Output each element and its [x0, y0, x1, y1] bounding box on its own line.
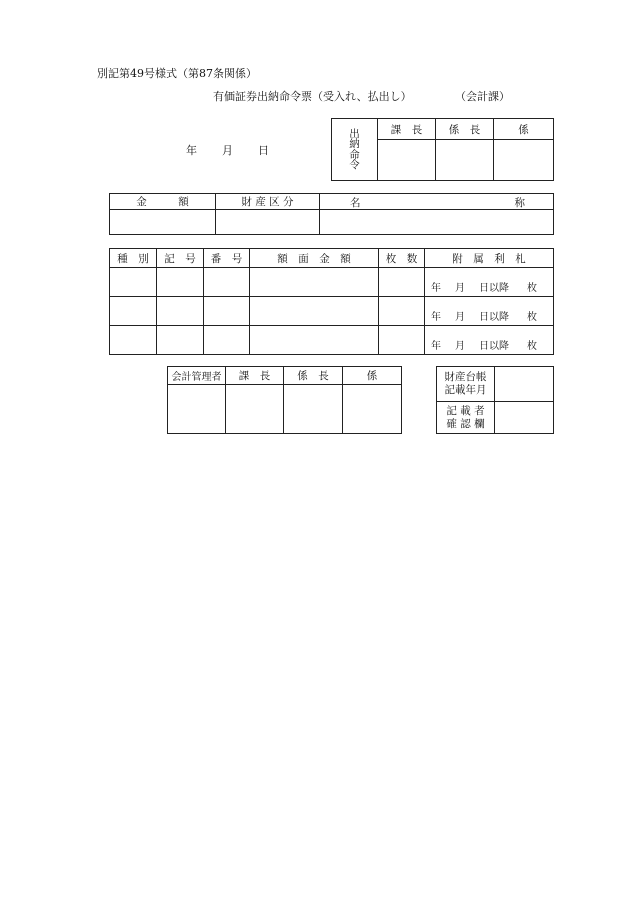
property-category-field[interactable] [216, 210, 320, 235]
accounting-approval-box [167, 366, 402, 434]
count-field[interactable] [379, 326, 425, 355]
date-month-label: 月 [222, 144, 233, 157]
ledger-entry-label-line1: 財産台帳 [444, 371, 487, 383]
date-day-label: 日 [258, 144, 269, 157]
number-field[interactable] [204, 326, 250, 355]
coupon-after: 日以降 [479, 341, 509, 352]
type-field[interactable] [110, 326, 157, 355]
disbursement-order-label [332, 119, 378, 181]
header-symbol: 記 号 [157, 249, 204, 268]
seal-section-chief[interactable] [226, 385, 284, 434]
coupon-count-unit: 枚 [527, 341, 537, 352]
approval-seal-section-chief[interactable] [378, 140, 436, 181]
header-section-chief: 課 長 [226, 367, 284, 385]
name-field[interactable] [320, 210, 554, 235]
symbol-field[interactable] [157, 297, 204, 326]
disbursement-order-text: 出納命令 [349, 127, 360, 171]
header-amount: 金 額 [110, 194, 216, 210]
coupon-after: 日以降 [479, 312, 509, 323]
coupon-after: 日以降 [479, 283, 509, 294]
ledger-entry-label-line2: 記載年月 [444, 384, 487, 396]
securities-table [109, 248, 554, 355]
approval-header-staff: 係 [494, 119, 554, 140]
header-attached-coupons: 附 属 利 札 [425, 249, 554, 268]
symbol-field[interactable] [157, 326, 204, 355]
table-row [110, 297, 554, 326]
coupon-field[interactable] [425, 297, 554, 326]
approval-header-subsection-chief: 係 長 [436, 119, 494, 140]
ledger-entry-label [437, 367, 495, 402]
amount-field[interactable] [110, 210, 216, 235]
header-name-right: 称 [514, 197, 525, 209]
symbol-field[interactable] [157, 268, 204, 297]
coupon-year: 年 [431, 283, 441, 294]
ledger-box [436, 366, 554, 434]
header-staff: 係 [343, 367, 402, 385]
recorder-confirm-label-line1: 記 載 者 [446, 404, 485, 417]
property-table [109, 193, 554, 235]
seal-accounting-manager[interactable] [168, 385, 226, 434]
header-name [320, 194, 554, 210]
approval-seal-subsection-chief[interactable] [436, 140, 494, 181]
recorder-confirm-label [437, 402, 495, 434]
coupon-year: 年 [431, 341, 441, 352]
header-name-left: 名 [350, 197, 361, 209]
coupon-count-unit: 枚 [527, 283, 537, 294]
number-field[interactable] [204, 297, 250, 326]
coupon-field[interactable] [425, 326, 554, 355]
header-type: 種 別 [110, 249, 157, 268]
coupon-field[interactable] [425, 268, 554, 297]
form-reference: 別記第49号様式（第87条関係） [97, 67, 257, 80]
department-label: （会計課） [455, 90, 510, 103]
approval-seal-staff[interactable] [494, 140, 554, 181]
coupon-month: 月 [455, 312, 465, 323]
face-value-field[interactable] [250, 268, 379, 297]
ledger-entry-date-field[interactable] [495, 367, 554, 402]
coupon-year: 年 [431, 312, 441, 323]
date-year-label: 年 [186, 144, 197, 157]
header-accounting-manager: 会計管理者 [168, 367, 226, 385]
recorder-confirm-label-line2: 確 認 欄 [446, 417, 485, 430]
type-field[interactable] [110, 297, 157, 326]
seal-subsection-chief[interactable] [284, 385, 343, 434]
coupon-month: 月 [455, 341, 465, 352]
table-row [110, 268, 554, 297]
count-field[interactable] [379, 268, 425, 297]
header-property-category: 財 産 区 分 [216, 194, 320, 210]
document-title: 有価証券出納命令票（受入れ、払出し） [213, 90, 412, 103]
recorder-confirm-field[interactable] [495, 402, 554, 434]
header-face-value: 額 面 金 額 [250, 249, 379, 268]
face-value-field[interactable] [250, 297, 379, 326]
seal-staff[interactable] [343, 385, 402, 434]
approval-header-section-chief: 課 長 [378, 119, 436, 140]
table-row [110, 326, 554, 355]
coupon-month: 月 [455, 283, 465, 294]
coupon-count-unit: 枚 [527, 312, 537, 323]
approval-box [331, 118, 554, 181]
face-value-field[interactable] [250, 326, 379, 355]
number-field[interactable] [204, 268, 250, 297]
type-field[interactable] [110, 268, 157, 297]
header-subsection-chief: 係 長 [284, 367, 343, 385]
header-number: 番 号 [204, 249, 250, 268]
count-field[interactable] [379, 297, 425, 326]
header-count: 枚 数 [379, 249, 425, 268]
